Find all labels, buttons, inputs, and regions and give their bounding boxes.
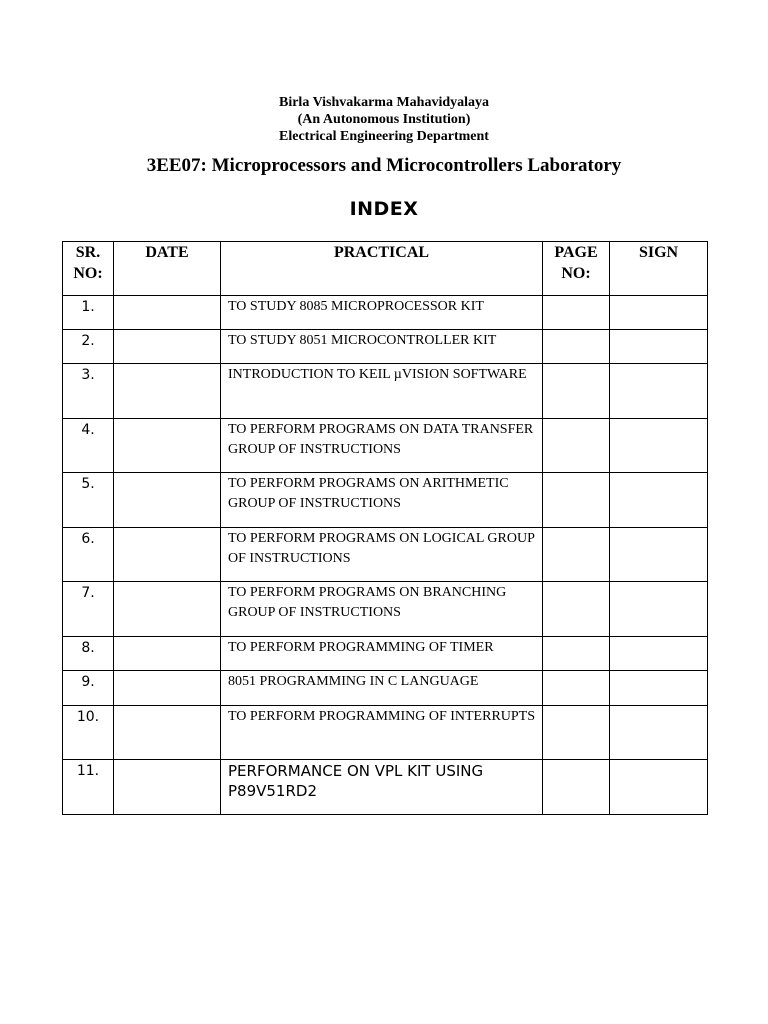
table-row — [63, 364, 708, 419]
practical-cell: PERFORMANCE ON VPL KIT USING P89V51RD2 — [221, 760, 543, 815]
header-sr-line1: SR. — [75, 244, 101, 261]
sign-cell[interactable] — [610, 582, 708, 637]
sign-cell[interactable] — [610, 364, 708, 419]
sign-cell[interactable] — [610, 528, 708, 582]
date-cell[interactable] — [114, 706, 221, 760]
date-cell[interactable] — [114, 330, 221, 364]
sign-cell[interactable] — [610, 419, 708, 473]
page-no-cell[interactable] — [543, 706, 610, 760]
table-row — [63, 637, 708, 671]
table-row — [63, 671, 708, 706]
page-no-cell[interactable] — [543, 528, 610, 582]
date-cell[interactable] — [114, 760, 221, 815]
date-cell[interactable] — [114, 582, 221, 637]
sr-no-cell: 7. — [63, 582, 114, 637]
date-cell[interactable] — [114, 528, 221, 582]
department-name: Electrical Engineering Department — [279, 129, 489, 144]
practical-cell: TO PERFORM PROGRAMS ON ARITHMETIC GROUP OF INSTRUCTIONS — [221, 473, 543, 528]
page-no-cell[interactable] — [543, 582, 610, 637]
institution-status: (An Autonomous Institution) — [297, 112, 471, 127]
table-row — [63, 296, 708, 330]
header-sr-line2: NO: — [73, 265, 103, 282]
page-no-cell[interactable] — [543, 419, 610, 473]
date-cell[interactable] — [114, 419, 221, 473]
table-row — [63, 706, 708, 760]
practical-cell: TO PERFORM PROGRAMS ON DATA TRANSFER GROUP OF INSTRUCTIONS — [221, 419, 543, 473]
sr-no-cell: 1. — [63, 296, 114, 330]
sign-cell[interactable] — [610, 760, 708, 815]
header-date: DATE — [114, 242, 221, 296]
index-table — [62, 241, 708, 815]
sign-cell[interactable] — [610, 671, 708, 706]
document-header — [0, 94, 768, 178]
sr-no-cell: 2. — [63, 330, 114, 364]
sr-no-cell: 10. — [63, 706, 114, 760]
sr-no-cell: 4. — [63, 419, 114, 473]
sr-no-cell: 11. — [63, 760, 114, 815]
page-no-cell[interactable] — [543, 330, 610, 364]
header-page-line2: NO: — [561, 265, 591, 282]
sr-no-cell: 5. — [63, 473, 114, 528]
sign-cell[interactable] — [610, 637, 708, 671]
date-cell[interactable] — [114, 296, 221, 330]
sign-cell[interactable] — [610, 473, 708, 528]
practical-cell: TO PERFORM PROGRAMMING OF INTERRUPTS — [221, 706, 543, 760]
page-no-cell[interactable] — [543, 364, 610, 419]
sr-no-cell: 3. — [63, 364, 114, 419]
practical-cell: TO PERFORM PROGRAMMING OF TIMER — [221, 637, 543, 671]
sign-cell[interactable] — [610, 706, 708, 760]
header-page-no — [543, 242, 610, 296]
sign-cell[interactable] — [610, 296, 708, 330]
table-row — [63, 528, 708, 582]
table-row — [63, 760, 708, 815]
page-no-cell[interactable] — [543, 760, 610, 815]
date-cell[interactable] — [114, 473, 221, 528]
practical-cell: TO STUDY 8051 MICROCONTROLLER KIT — [221, 330, 543, 364]
course-title: 3EE07: Microprocessors and Microcontrollers Laboratory — [146, 155, 622, 176]
sign-cell[interactable] — [610, 330, 708, 364]
page-no-cell[interactable] — [543, 637, 610, 671]
date-cell[interactable] — [114, 364, 221, 419]
institution-name: Birla Vishvakarma Mahavidyalaya — [278, 95, 490, 110]
practical-cell: INTRODUCTION TO KEIL µVISION SOFTWARE — [221, 364, 543, 419]
header-page-line1: PAGE — [554, 244, 598, 261]
practical-cell: TO STUDY 8085 MICROPROCESSOR KIT — [221, 296, 543, 330]
page-no-cell[interactable] — [543, 473, 610, 528]
header-sr-no — [63, 242, 114, 296]
table-row — [63, 582, 708, 637]
date-cell[interactable] — [114, 637, 221, 671]
sr-no-cell: 6. — [63, 528, 114, 582]
practical-cell: TO PERFORM PROGRAMS ON BRANCHING GROUP OF INSTRUCTIONS — [221, 582, 543, 637]
table-row — [63, 473, 708, 528]
page-no-cell[interactable] — [543, 671, 610, 706]
header-practical: PRACTICAL — [221, 242, 543, 296]
practical-cell: 8051 PROGRAMMING IN C LANGUAGE — [221, 671, 543, 706]
table-row — [63, 330, 708, 364]
practical-cell: TO PERFORM PROGRAMS ON LOGICAL GROUP OF INSTRUCTIONS — [221, 528, 543, 582]
header-sign: SIGN — [610, 242, 708, 296]
date-cell[interactable] — [114, 671, 221, 706]
table-row — [63, 419, 708, 473]
index-title: INDEX — [349, 198, 419, 220]
table-header-row — [63, 242, 708, 296]
page-no-cell[interactable] — [543, 296, 610, 330]
sr-no-cell: 8. — [63, 637, 114, 671]
sr-no-cell: 9. — [63, 671, 114, 706]
